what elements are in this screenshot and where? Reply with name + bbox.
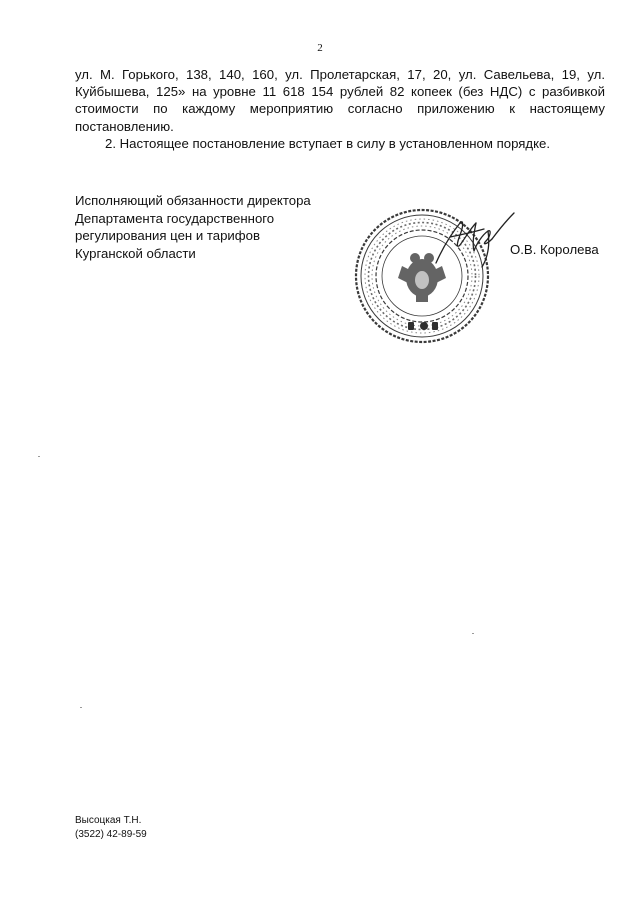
body-paragraph-1: ул. М. Горького, 138, 140, 160, ул. Пролетарская, 17, 20, ул. Савельева, 19, ул. Куйбышева, 125» на уровне 11 618 154 рублей 82 копеек (без НДС) с разбивкой стоимости по каждому мероприятию согласно приложению к настоящему постановлению. [75, 67, 605, 134]
scan-speck [80, 707, 82, 708]
signer-position-line: Курганской области [75, 245, 196, 261]
executor-footer [75, 814, 147, 842]
scan-speck [38, 456, 40, 457]
signer-position-line: Исполняющий обязанности директора [75, 193, 311, 208]
document-body [75, 66, 605, 152]
signer-name: О.В. Королева [510, 242, 599, 257]
handwritten-signature [430, 205, 520, 270]
signer-position-line: регулирования цен и тарифов [75, 228, 260, 243]
body-paragraph-2: 2. Настоящее постановление вступает в силу в установленном порядке. [105, 135, 551, 151]
executor-name: Высоцкая Т.Н. [75, 815, 142, 826]
signer-position-line: Департамента государственного [75, 210, 275, 226]
executor-phone: (3522) 42-89-59 [75, 829, 147, 840]
signer-position [75, 192, 375, 262]
scan-speck [472, 633, 474, 634]
page-number: 2 [317, 42, 323, 54]
